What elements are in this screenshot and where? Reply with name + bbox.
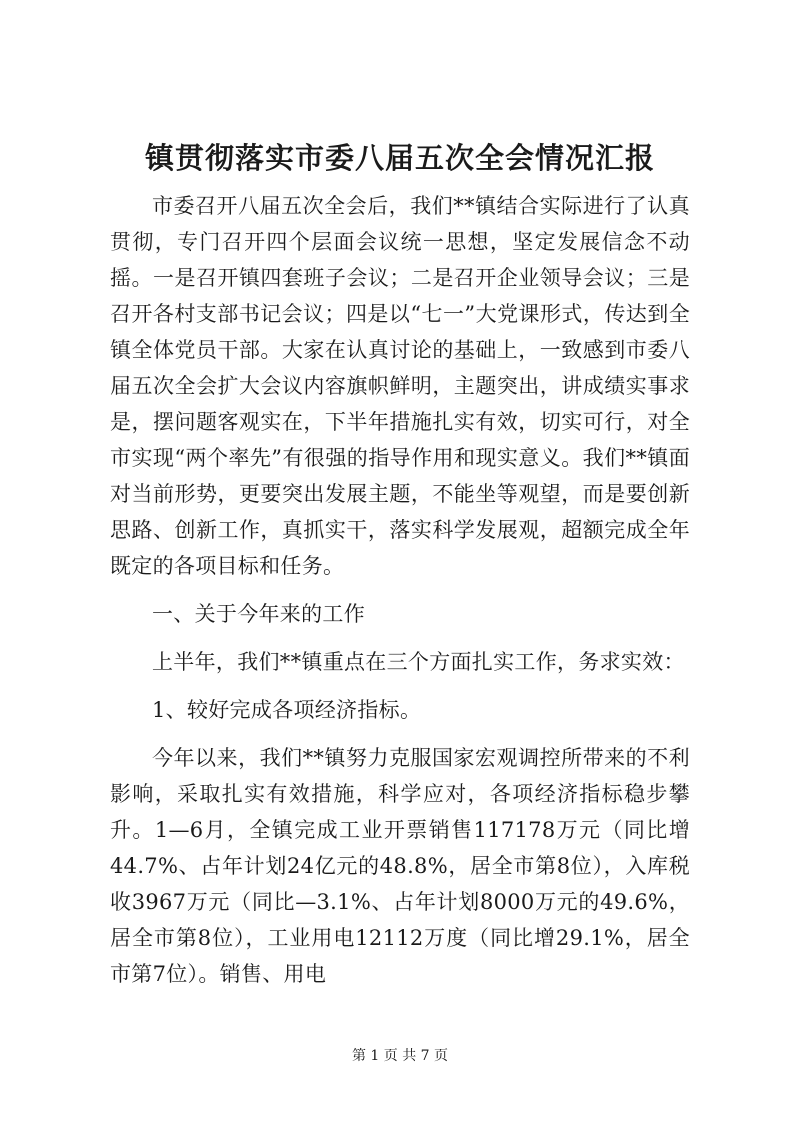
section-heading: 一、关于今年来的工作 (152, 602, 365, 626)
document-body (110, 188, 690, 992)
subheading-economic-indicators: 1、较好完成各项经济指标。 (152, 698, 422, 722)
page-footer (0, 1046, 800, 1066)
page-number: 第 1 页 共 7 页 (351, 1048, 449, 1064)
paragraph-summary: 上半年，我们**镇重点在三个方面扎实工作，务求实效： (152, 650, 685, 674)
document-title: 镇贯彻落实市委八届五次全会情况汇报 (144, 141, 655, 175)
paragraph-economic-details: 今年以来，我们**镇努力克服国家宏观调控所带来的不利影响，采取扎实有效措施，科学应对，各项经济指标稳步攀升。1—6月，全镇完成工业开票销售117178万元（同比增44.7%、占年计划24亿元的48.8%，居全市第8位），入库税收3967万元（同比—3.1%、占年计划8000万元的49.6%，居全市第8位），工业用电12112万度（同比增29.1%，居全市第7位）。销售、用电 (110, 746, 690, 986)
paragraph-intro: 市委召开八届五次全会后，我们**镇结合实际进行了认真贯彻，专门召开四个层面会议统一思想，坚定发展信念不动摇。一是召开镇四套班子会议；二是召开企业领导会议；三是召开各村支部书记会议；四是以“七一”大党课形式，传达到全镇全体党员干部。大家在认真讨论的基础上，一致感到市委八届五次全会扩大会议内容旗帜鲜明，主题突出，讲成绩实事求是，摆问题客观实在，下半年措施扎实有效，切实可行，对全市实现“两个率先”有很强的指导作用和现实意义。我们**镇面对当前形势，更要突出发展主题，不能坐等观望，而是要创新思路、创新工作，真抓实干，落实科学发展观，超额完成全年既定的各项目标和任务。 (110, 194, 690, 578)
